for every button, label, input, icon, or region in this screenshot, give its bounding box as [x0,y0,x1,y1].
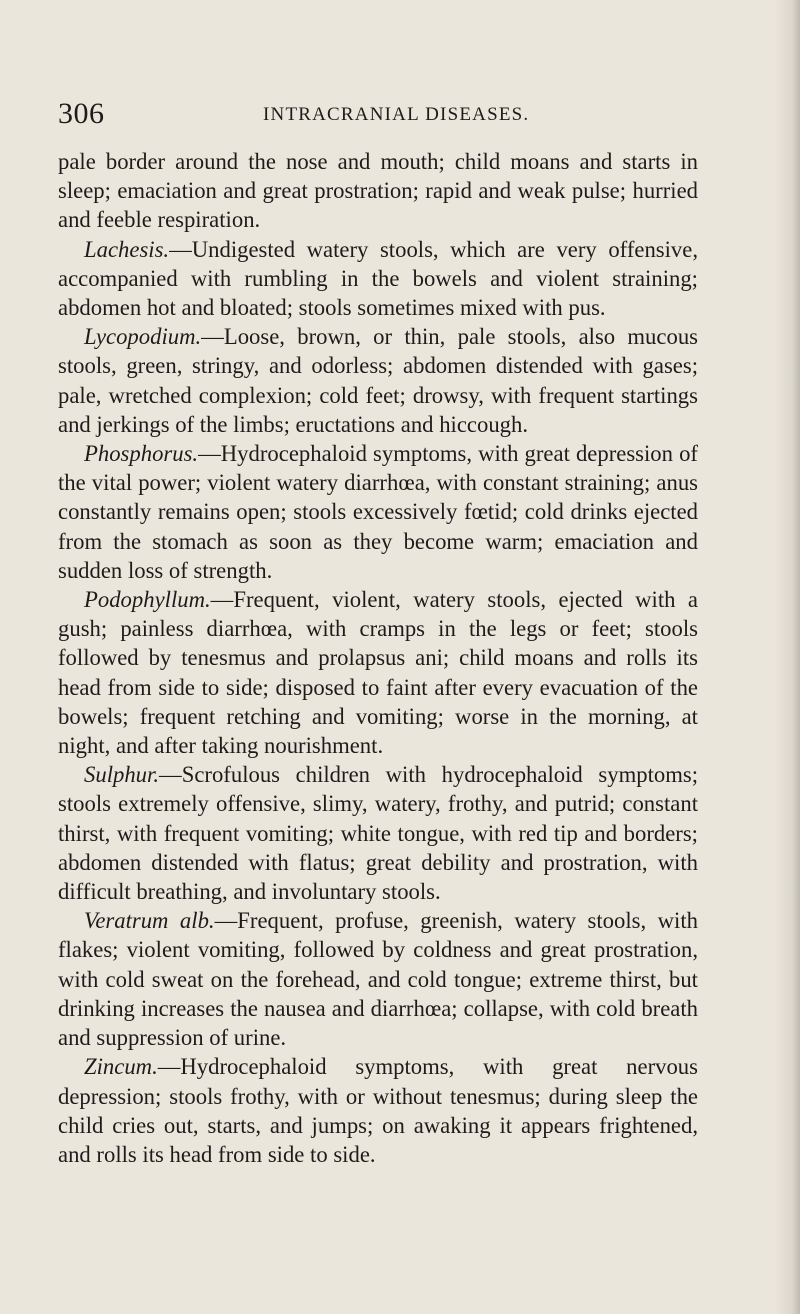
remedy-description: —Undigested watery stools, which are very offensive, accompanied with rumbling in the bowels and violent straining; abdomen hot and bloated; stools sometimes mixed with pus. [58,236,698,321]
remedy-name: Phosphorus. [84,441,199,467]
paragraph-text: pale border around the nose and mouth; child moans and starts in sleep; emaciation and great prostration; rapid and weak pulse; hurried and feeble respiration. [58,149,698,233]
page-edge-shadow [774,0,800,1314]
remedy-name: Lachesis. [84,236,170,262]
remedy-description: —Scrofulous children with hydrocephaloid symptoms; stools extremely offensive, slimy, watery, frothy, and putrid; constant thirst, with frequent vomiting; white tongue, with red tip and borders; abdomen distended with flatus; great debility and prostration, with difficult breathing, and involuntary stools. [58,762,698,905]
remedy-entry-veratrum [58,906,698,1052]
remedy-description: —Frequent, violent, watery stools, ejected with a gush; painless diarrhœa, with cramps in the legs or feet; stools followed by tenesmus and prolapsus ani; child moans and rolls its head from side to side; disposed to faint after every evacuation of the bowels; frequent retching and vomiting; worse in the morning, at night, and after taking nourishment. [58,587,698,759]
remedy-name: Zincum. [84,1054,158,1080]
body-text [58,147,698,1169]
remedy-name: Veratrum alb. [84,908,215,934]
remedy-description: —Hydrocephaloid symptoms, with great depression of the vital power; violent watery diarrhœa, with constant straining; anus constantly remains open; stools excessively fœtid; cold drinks ejected from the stomach as soon as they become warm; emaciation and sudden loss of strength. [58,441,698,583]
remedy-entry-phosphorus [58,439,698,585]
remedy-entry-lycopodium [58,322,698,439]
running-head: INTRACRANIAL DISEASES. [263,104,530,125]
remedy-entry-zincum [58,1052,698,1169]
remedy-description: —Loose, brown, or thin, pale stools, also mucous stools, green, stringy, and odorless; abdomen distended with gases; pale, wretched complexion; cold feet; drowsy, with frequent startings and jerkings of the limbs; eructations and hiccough. [58,324,698,437]
remedy-entry-lachesis [58,235,698,323]
remedy-name: Podophyllum. [84,587,211,613]
remedy-name: Lycopodium. [84,324,202,350]
remedy-name: Sulphur. [84,762,160,788]
remedy-description: —Hydrocephaloid symptoms, with great nervous depression; stools frothy, with or without tenesmus; during sleep the child cries out, starts, and jumps; on awaking it appears frightened, and rolls its head from side to side. [58,1054,698,1167]
page-number: 306 [58,97,105,130]
paragraph-continuation [58,147,698,235]
remedy-entry-podophyllum [58,585,698,760]
remedy-entry-sulphur [58,760,698,906]
remedy-description: —Frequent, profuse, greenish, watery stools, with flakes; violent vomiting, followed by coldness and great prostration, with cold sweat on the forehead, and cold tongue; extreme thirst, but drinking increases the nausea and diarrhœa; collapse, with cold breath and suppression of urine. [58,908,699,1051]
page-header [58,96,690,132]
